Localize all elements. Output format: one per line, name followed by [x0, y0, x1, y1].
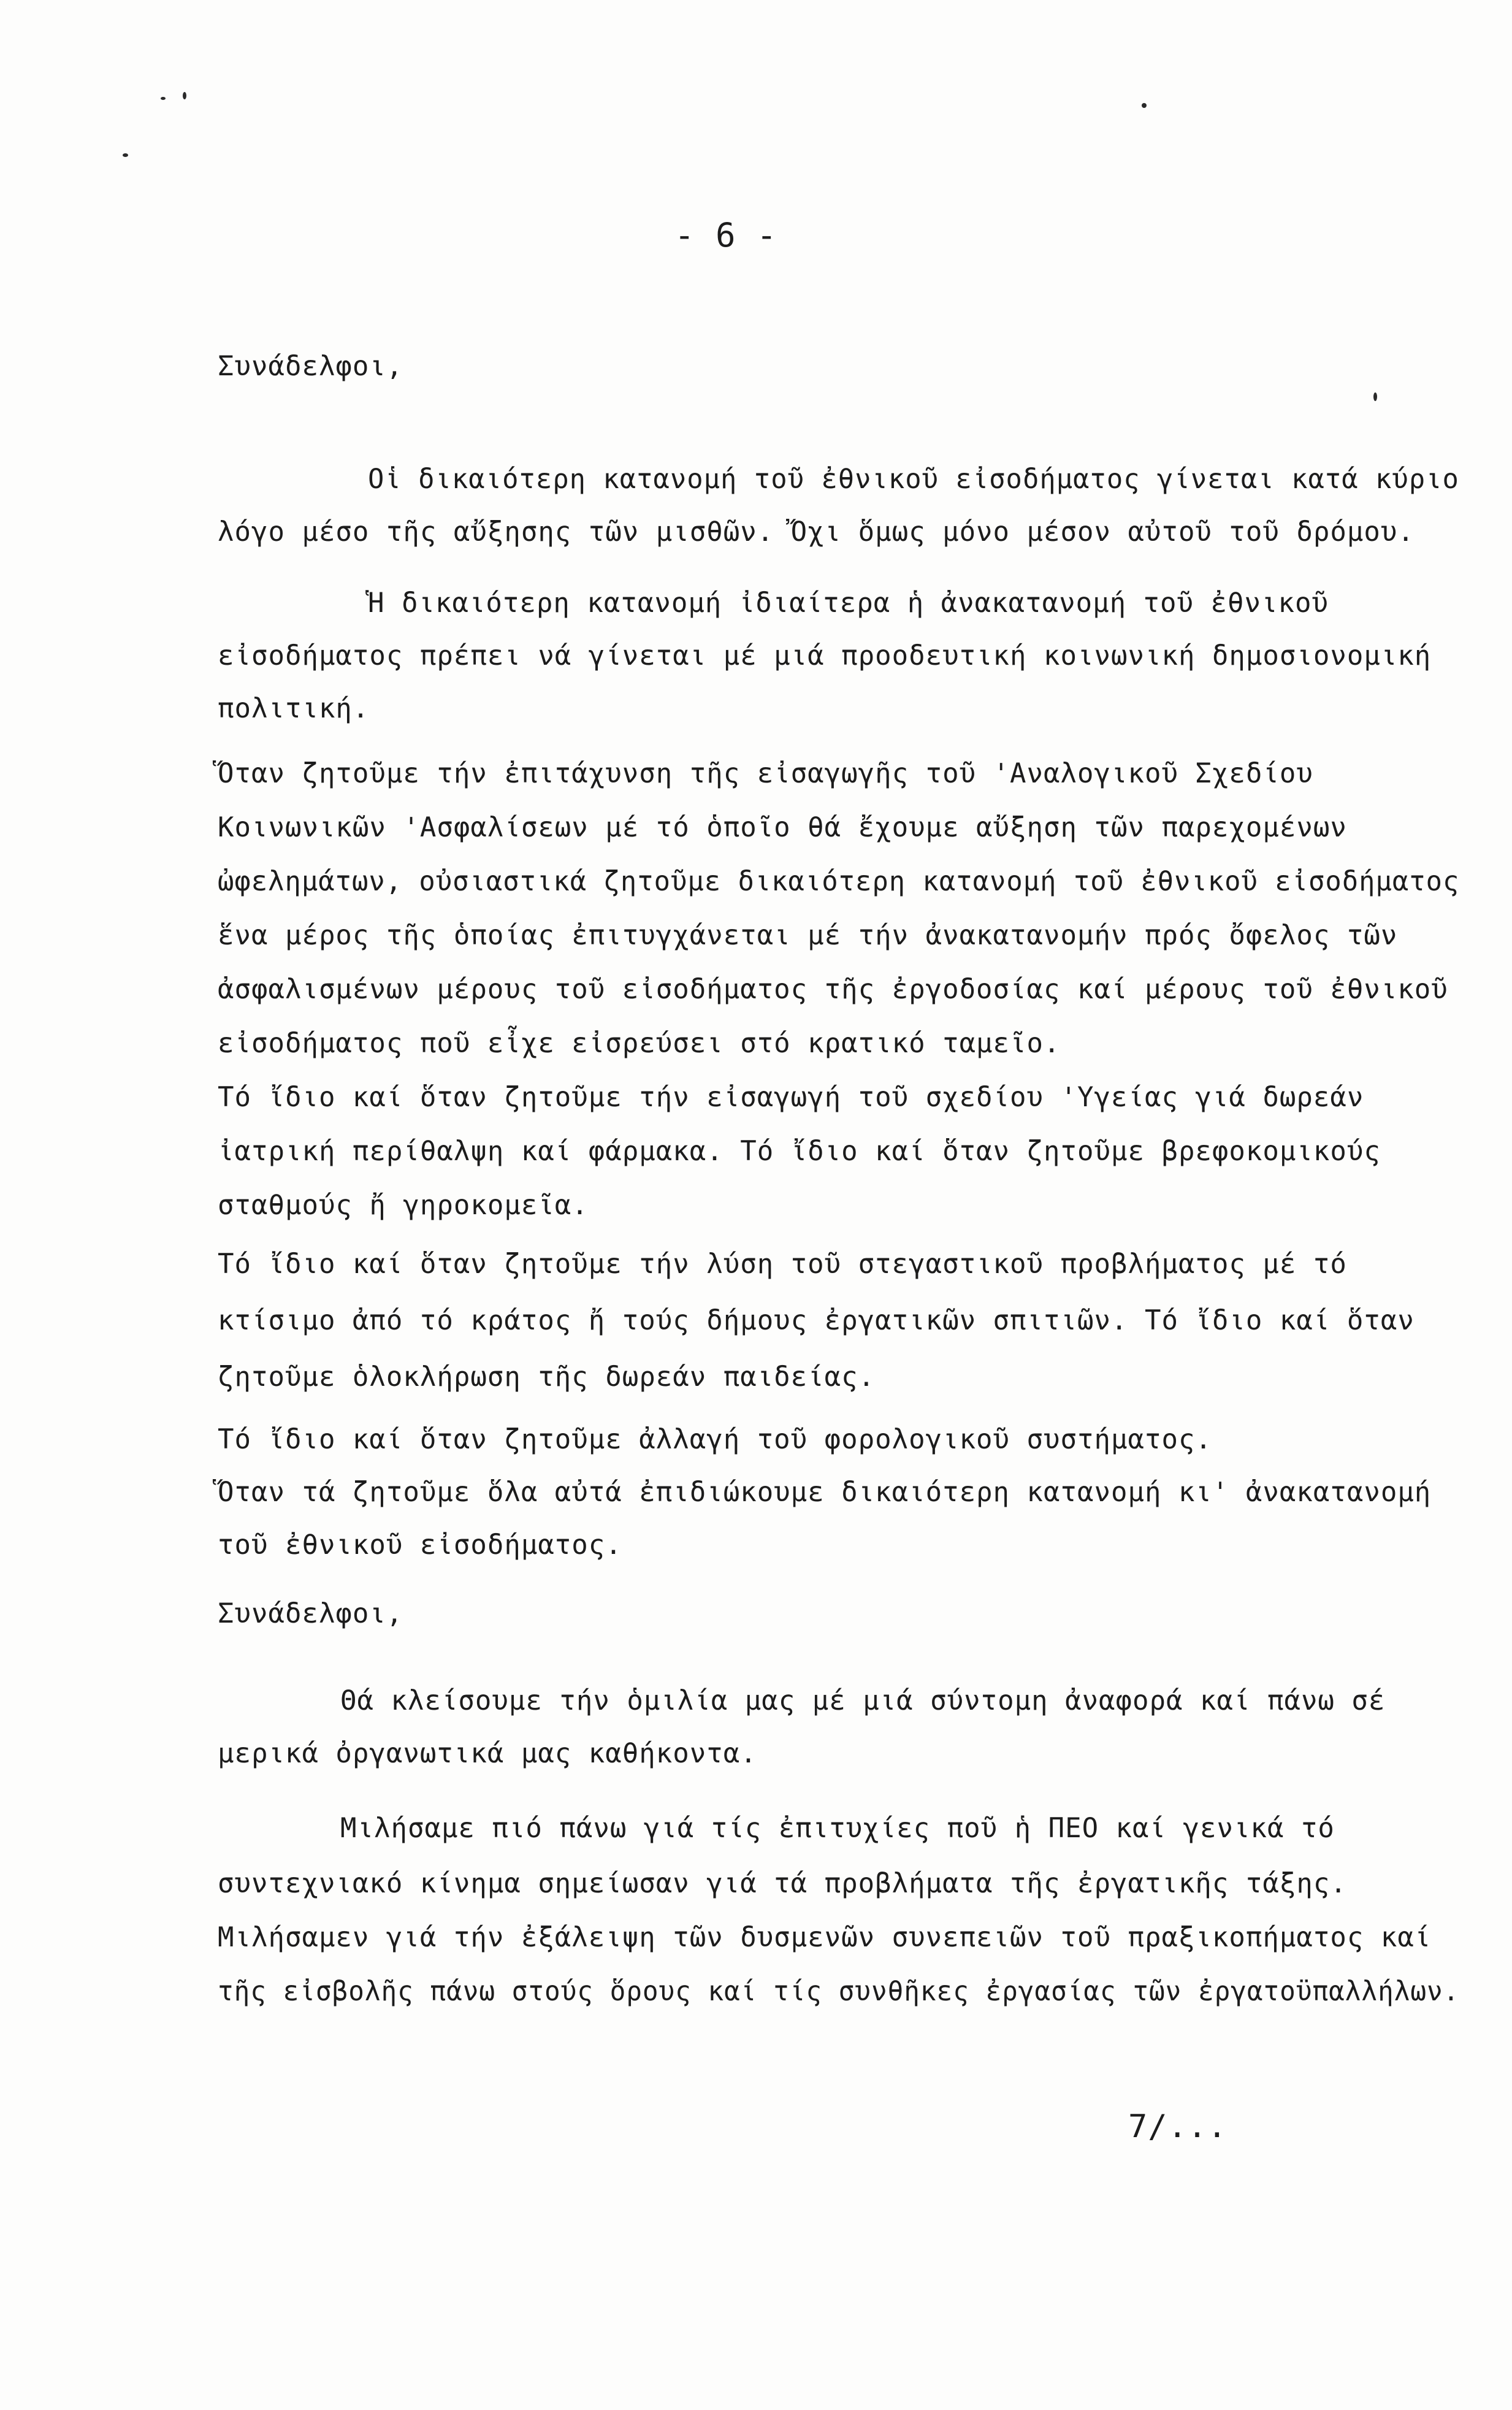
- text-line: τῆς εἰσβολῆς πάνω στούς ὅρους καί τίς συνθῆκες ἐργασίας τῶν ἐργατοϋπαλλήλων.: [218, 1976, 1460, 2007]
- text-line: κτίσιμο ἀπό τό κράτος ἤ τούς δήμους ἐργατικῶν σπιτιῶν. Τό ἴδιο καί ὅταν: [218, 1305, 1415, 1336]
- text-line: Τό ἴδιο καί ὅταν ζητοῦμε τήν λύση τοῦ στεγαστικοῦ προβλήματος μέ τό: [218, 1249, 1347, 1280]
- text-line: Τό ἴδιο καί ὅταν ζητοῦμε τήν εἰσαγωγή τοῦ σχεδίου 'Υγείας γιά δωρεάν: [218, 1082, 1364, 1113]
- scan-speck: [1142, 103, 1147, 108]
- text-line: ὠφελημάτων, οὐσιαστικά ζητοῦμε δικαιότερη κατανομή τοῦ ἐθνικοῦ εἰσοδήματος: [218, 866, 1460, 897]
- scan-speck: [123, 153, 128, 157]
- text-line: Ἡ δικαιότερη κατανομή ἰδιαίτερα ἡ ἀνακατανομή τοῦ ἐθνικοῦ: [368, 587, 1329, 619]
- salutation: Συνάδελφοι,: [218, 1598, 403, 1629]
- text-line: ἀσφαλισμένων μέρους τοῦ εἰσοδήματος τῆς ἐργοδοσίας καί μέρους τοῦ ἐθνικοῦ: [218, 974, 1448, 1005]
- text-line: Οἱ δικαιότερη κατανομή τοῦ ἐθνικοῦ εἰσοδήματος γίνεται κατά κύριο: [368, 464, 1459, 495]
- salutation: Συνάδελφοι,: [218, 351, 403, 382]
- scan-speck: [161, 97, 166, 100]
- text-line: Μιλήσαμε πιό πάνω γιά τίς ἐπιτυχίες ποῦ ἡ ΠΕΟ καί γενικά τό: [340, 1813, 1335, 1844]
- text-line: τοῦ ἐθνικοῦ εἰσοδήματος.: [218, 1529, 622, 1561]
- text-line: Μιλήσαμεν γιά τήν ἐξάλειψη τῶν δυσμενῶν συνεπειῶν τοῦ πραξικοπήματος καί: [218, 1922, 1432, 1953]
- text-line: Θά κλείσουμε τήν ὁμιλία μας μέ μιά σύντομη ἀναφορά καί πάνω σέ: [340, 1685, 1386, 1716]
- text-line: ἕνα μέρος τῆς ὁποίας ἐπιτυγχάνεται μέ τήν ἀνακατανομήν πρός ὄφελος τῶν: [218, 920, 1398, 951]
- text-line: συντεχνιακό κίνημα σημείωσαν γιά τά προβλήματα τῆς ἐργατικῆς τάξης.: [218, 1868, 1347, 1899]
- text-line: ζητοῦμε ὁλοκλήρωση τῆς δωρεάν παιδείας.: [218, 1361, 876, 1393]
- text-line: Ὅταν τά ζητοῦμε ὅλα αὐτά ἐπιδιώκουμε δικαιότερη κατανομή κι' ἀνακατανομή: [218, 1477, 1432, 1508]
- scan-speck: [183, 92, 186, 99]
- text-line: εἰσοδήματος ποῦ εἶχε εἰσρεύσει στό κρατικό ταμεῖο.: [218, 1028, 1061, 1059]
- text-line: Ὅταν ζητοῦμε τήν ἐπιτάχυνση τῆς εἰσαγωγῆς τοῦ 'Αναλογικοῦ Σχεδίου: [218, 758, 1313, 789]
- continuation-marker: 7/...: [1128, 2108, 1228, 2145]
- text-line: λόγο μέσο τῆς αὔξησης τῶν μισθῶν. Ὄχι ὅμως μόνο μέσον αὐτοῦ τοῦ δρόμου.: [218, 516, 1415, 548]
- page-number: - 6 -: [674, 216, 777, 254]
- text-line: πολιτική.: [218, 693, 370, 724]
- text-line: Κοινωνικῶν 'Ασφαλίσεων μέ τό ὁποῖο θά ἔχουμε αὔξηση τῶν παρεχομένων: [218, 812, 1347, 843]
- scan-speck: [1373, 392, 1377, 401]
- text-line: Τό ἴδιο καί ὅταν ζητοῦμε ἀλλαγή τοῦ φορολογικοῦ συστήματος.: [218, 1424, 1212, 1455]
- text-line: εἰσοδήματος πρέπει νά γίνεται μέ μιά προοδευτική κοινωνική δημοσιονομική: [218, 640, 1432, 671]
- text-line: ἰατρική περίθαλψη καί φάρμακα. Τό ἴδιο καί ὅταν ζητοῦμε βρεφοκομικούς: [218, 1136, 1381, 1167]
- text-line: σταθμούς ἤ γηροκομεῖα.: [218, 1190, 589, 1221]
- text-line: μερικά ὀργανωτικά μας καθήκοντα.: [218, 1738, 757, 1769]
